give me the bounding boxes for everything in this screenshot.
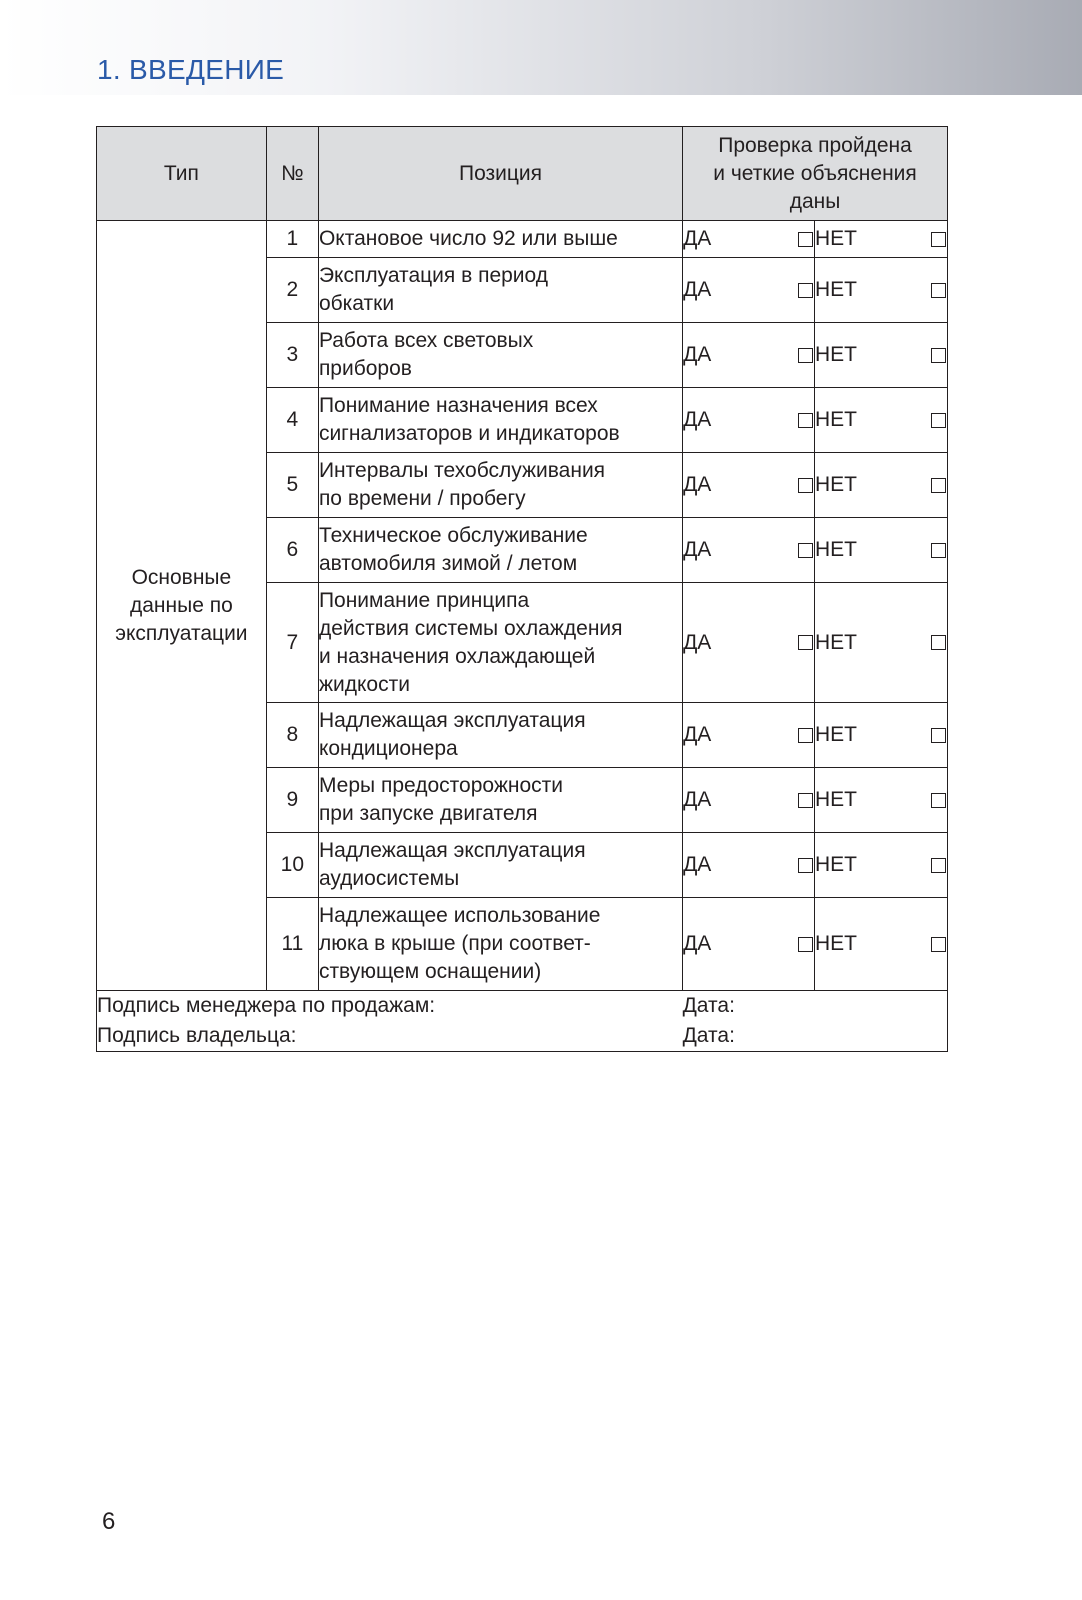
answer-no-option xyxy=(815,341,947,369)
position-text: Надлежащая эксплуатация аудиосистемы xyxy=(318,833,682,898)
answer-yes-cell xyxy=(683,518,815,583)
answer-no-checkbox[interactable] xyxy=(931,232,946,247)
answer-no-cell xyxy=(815,388,948,453)
row-number: 6 xyxy=(266,518,318,583)
answer-yes-option xyxy=(683,536,814,564)
owner-date-label: Дата: xyxy=(683,1021,948,1052)
answer-yes-cell xyxy=(683,833,815,898)
answer-yes-checkbox[interactable] xyxy=(798,413,813,428)
answer-no-cell xyxy=(815,768,948,833)
answer-yes-checkbox[interactable] xyxy=(798,728,813,743)
answer-yes-cell xyxy=(683,768,815,833)
page-number: 6 xyxy=(102,1508,116,1535)
table-header-row xyxy=(97,127,948,221)
row-number: 7 xyxy=(266,583,318,703)
type-cell: Основные данные по эксплуатации xyxy=(97,221,267,991)
position-text: Понимание принципа действия системы охлаждения и назначения охлаждающей жидкости xyxy=(318,583,682,703)
answer-no-checkbox[interactable] xyxy=(931,858,946,873)
column-header-check: Проверка пройдена и четкие объяснения даны xyxy=(683,127,948,221)
answer-yes-option xyxy=(683,786,814,814)
column-header-position: Позиция xyxy=(318,127,682,221)
answer-yes-label: ДА xyxy=(683,473,712,496)
answer-no-cell xyxy=(815,258,948,323)
answer-no-option xyxy=(815,471,947,499)
answer-no-option xyxy=(815,930,947,958)
column-header-number: № xyxy=(266,127,318,221)
answer-no-option xyxy=(815,536,947,564)
manager-date-label: Дата: xyxy=(683,991,948,1022)
row-number: 8 xyxy=(266,703,318,768)
answer-yes-checkbox[interactable] xyxy=(798,283,813,298)
answer-no-checkbox[interactable] xyxy=(931,635,946,650)
answer-no-checkbox[interactable] xyxy=(931,728,946,743)
position-text: Надлежащее использование люка в крыше (при соответ- ствующем оснащении) xyxy=(318,898,682,991)
answer-yes-label: ДА xyxy=(683,932,712,955)
answer-yes-option xyxy=(683,471,814,499)
answer-yes-checkbox[interactable] xyxy=(798,937,813,952)
answer-yes-cell xyxy=(683,583,815,703)
answer-yes-cell xyxy=(683,703,815,768)
answer-yes-label: ДА xyxy=(683,788,712,811)
answer-yes-cell xyxy=(683,898,815,991)
row-number: 5 xyxy=(266,453,318,518)
answer-yes-checkbox[interactable] xyxy=(798,635,813,650)
answer-no-checkbox[interactable] xyxy=(931,283,946,298)
answer-yes-label: ДА xyxy=(683,278,712,301)
checklist-table xyxy=(96,126,948,1052)
answer-no-label: НЕТ xyxy=(815,853,857,876)
position-text: Интервалы техобслуживания по времени / пробегу xyxy=(318,453,682,518)
answer-no-cell xyxy=(815,898,948,991)
answer-yes-option xyxy=(683,341,814,369)
answer-no-label: НЕТ xyxy=(815,408,857,431)
position-text: Понимание назначения всех сигнализаторов и индикаторов xyxy=(318,388,682,453)
answer-yes-label: ДА xyxy=(683,853,712,876)
answer-yes-cell xyxy=(683,453,815,518)
signature-row-manager xyxy=(97,991,948,1022)
answer-yes-label: ДА xyxy=(683,227,712,250)
answer-no-cell xyxy=(815,518,948,583)
table-body xyxy=(97,221,948,991)
manager-signature-label: Подпись менеджера по продажам: xyxy=(97,991,683,1022)
row-number: 10 xyxy=(266,833,318,898)
answer-yes-checkbox[interactable] xyxy=(798,543,813,558)
answer-yes-label: ДА xyxy=(683,630,712,654)
answer-no-label: НЕТ xyxy=(815,227,857,250)
answer-no-label: НЕТ xyxy=(815,538,857,561)
column-header-type: Тип xyxy=(97,127,267,221)
answer-yes-label: ДА xyxy=(683,408,712,431)
row-number: 1 xyxy=(266,221,318,258)
answer-no-option xyxy=(815,629,947,657)
answer-no-checkbox[interactable] xyxy=(931,413,946,428)
owner-signature-label: Подпись владельца: xyxy=(97,1021,683,1052)
position-text: Надлежащая эксплуатация кондиционера xyxy=(318,703,682,768)
answer-no-checkbox[interactable] xyxy=(931,793,946,808)
answer-no-cell xyxy=(815,703,948,768)
answer-no-checkbox[interactable] xyxy=(931,543,946,558)
answer-no-option xyxy=(815,276,947,304)
answer-yes-option xyxy=(683,629,814,657)
answer-no-option xyxy=(815,721,947,749)
position-text: Техническое обслуживание автомобиля зимой / летом xyxy=(318,518,682,583)
answer-yes-label: ДА xyxy=(683,723,712,746)
answer-no-cell xyxy=(815,833,948,898)
answer-no-label: НЕТ xyxy=(815,343,857,366)
answer-yes-checkbox[interactable] xyxy=(798,858,813,873)
position-text: Эксплуатация в период обкатки xyxy=(318,258,682,323)
answer-no-option xyxy=(815,225,947,253)
answer-yes-checkbox[interactable] xyxy=(798,232,813,247)
answer-yes-cell xyxy=(683,258,815,323)
answer-yes-cell xyxy=(683,323,815,388)
answer-yes-label: ДА xyxy=(683,538,712,561)
answer-no-cell xyxy=(815,453,948,518)
answer-no-label: НЕТ xyxy=(815,630,857,654)
answer-no-option xyxy=(815,406,947,434)
position-text: Октановое число 92 или выше xyxy=(318,221,682,258)
answer-yes-option xyxy=(683,851,814,879)
answer-yes-option xyxy=(683,406,814,434)
answer-no-checkbox[interactable] xyxy=(931,937,946,952)
answer-no-option xyxy=(815,786,947,814)
answer-no-label: НЕТ xyxy=(815,932,857,955)
row-number: 2 xyxy=(266,258,318,323)
answer-no-cell xyxy=(815,221,948,258)
answer-yes-option xyxy=(683,721,814,749)
section-title: 1. ВВЕДЕНИЕ xyxy=(97,54,285,85)
answer-yes-cell xyxy=(683,221,815,258)
answer-no-label: НЕТ xyxy=(815,278,857,301)
answer-yes-option xyxy=(683,225,814,253)
answer-no-label: НЕТ xyxy=(815,788,857,811)
answer-no-checkbox[interactable] xyxy=(931,348,946,363)
answer-yes-checkbox[interactable] xyxy=(798,793,813,808)
position-text: Меры предосторожности при запуске двигателя xyxy=(318,768,682,833)
answer-no-cell xyxy=(815,323,948,388)
answer-yes-checkbox[interactable] xyxy=(798,478,813,493)
row-number: 11 xyxy=(266,898,318,991)
row-number: 9 xyxy=(266,768,318,833)
answer-no-option xyxy=(815,851,947,879)
table-row xyxy=(97,221,948,258)
answer-yes-cell xyxy=(683,388,815,453)
answer-no-cell xyxy=(815,583,948,703)
row-number: 3 xyxy=(266,323,318,388)
answer-yes-option xyxy=(683,276,814,304)
answer-no-label: НЕТ xyxy=(815,723,857,746)
signature-row-owner xyxy=(97,1021,948,1052)
answer-no-checkbox[interactable] xyxy=(931,478,946,493)
answer-yes-label: ДА xyxy=(683,343,712,366)
answer-no-label: НЕТ xyxy=(815,473,857,496)
answer-yes-checkbox[interactable] xyxy=(798,348,813,363)
position-text: Работа всех световых приборов xyxy=(318,323,682,388)
row-number: 4 xyxy=(266,388,318,453)
answer-yes-option xyxy=(683,930,814,958)
